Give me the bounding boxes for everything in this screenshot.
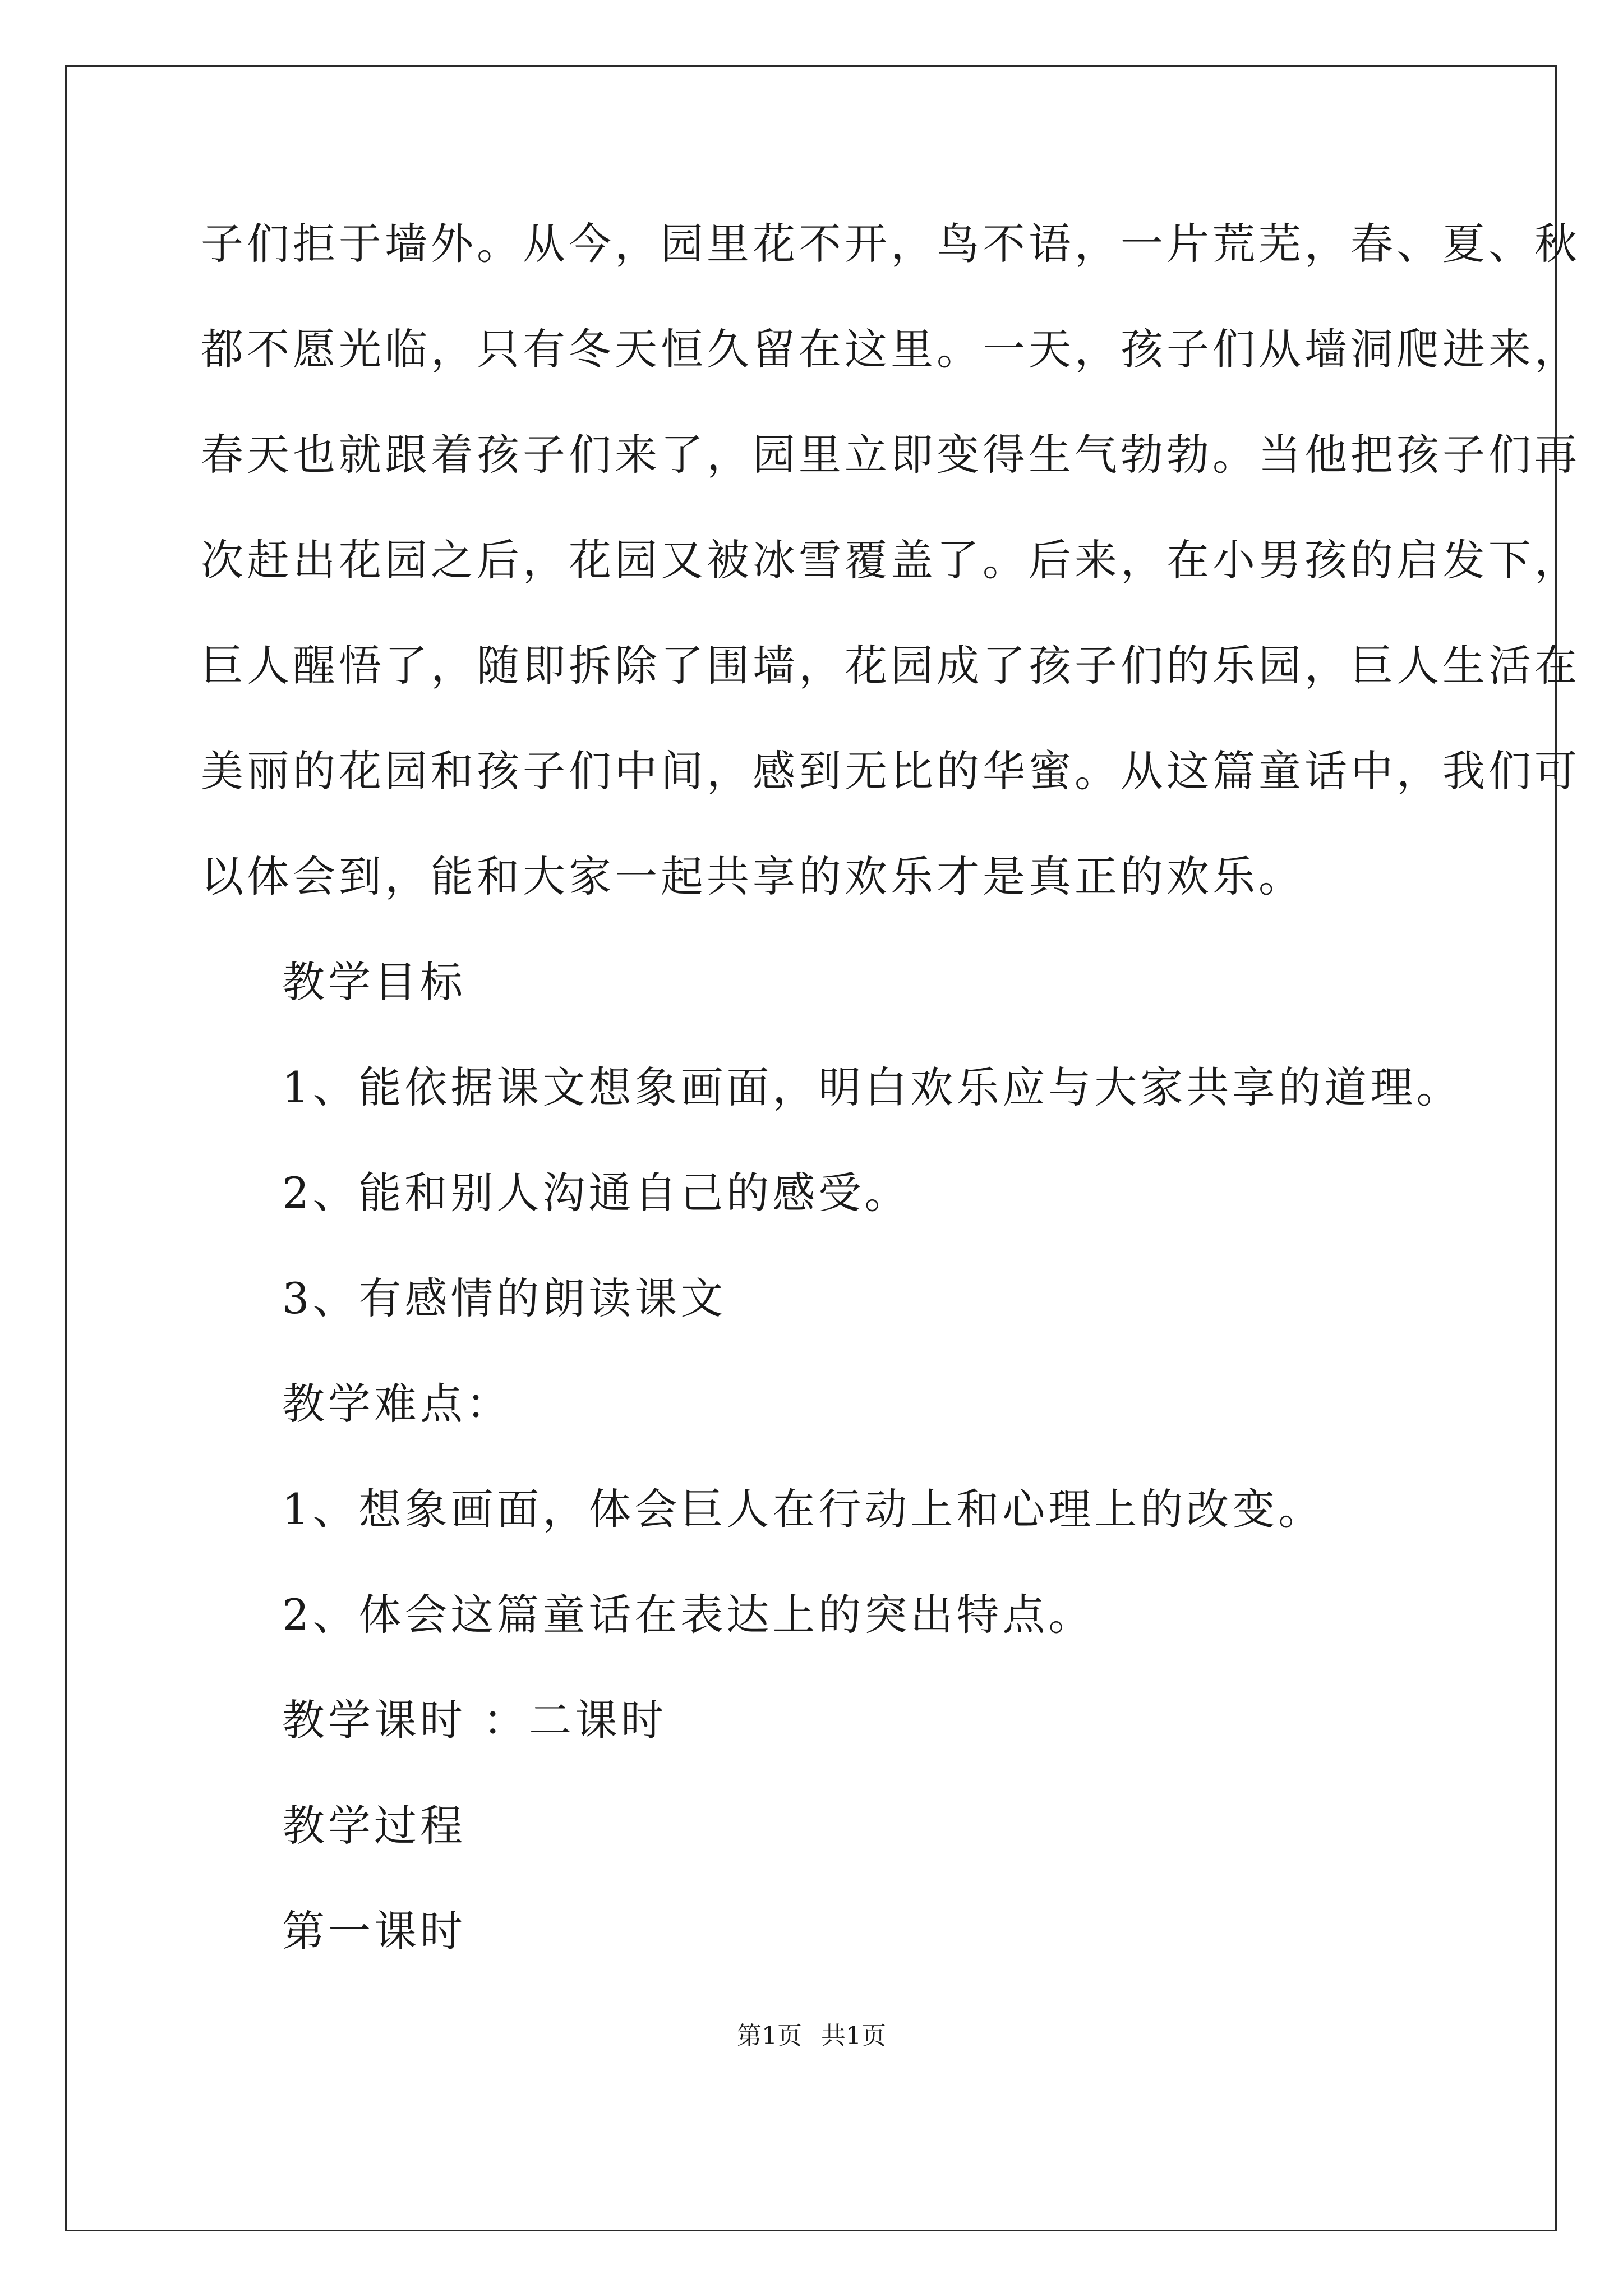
- body-line: 美丽的花园和孩子们中间，感到无比的华蜜。从这篇童话中，我们可: [201, 746, 1580, 796]
- goals-heading: 教学目标: [282, 957, 466, 1007]
- process-heading: 教学过程: [282, 1801, 466, 1851]
- goal-item: 1、能依据课文想象画面，明白欢乐应与大家共享的道理。: [282, 1062, 1463, 1112]
- class-hours: 教学课时 ：二课时: [282, 1695, 667, 1745]
- first-lesson-heading: 第一课时: [282, 1906, 466, 1956]
- difficulty-item: 2、体会这篇童话在表达上的突出特点。: [282, 1590, 1095, 1640]
- page-number-current: 第1页: [737, 2022, 802, 2050]
- difficulty-item: 1、想象画面，体会巨人在行动上和心理上的改变。: [282, 1484, 1325, 1534]
- goal-item: 3、有感情的朗读课文: [282, 1273, 727, 1323]
- difficulty-heading: 教学难点：: [282, 1379, 512, 1429]
- page-footer: [0, 2019, 1623, 2053]
- body-line: 子们拒于墙外。从今，园里花不开，鸟不语，一片荒芜，春、夏、秋: [201, 219, 1580, 269]
- body-line: 巨人醒悟了，随即拆除了围墙，花园成了孩子们的乐园，巨人生活在: [201, 641, 1580, 691]
- body-line: 春天也就跟着孩子们来了，园里立即变得生气勃勃。当他把孩子们再: [201, 430, 1580, 480]
- goal-item: 2、能和别人沟通自己的感受。: [282, 1168, 911, 1218]
- page-number-total: 共1页: [821, 2022, 886, 2050]
- body-line: 次赶出花园之后，花园又被冰雪覆盖了。后来，在小男孩的启发下，: [201, 535, 1580, 585]
- body-line: 都不愿光临，只有冬天恒久留在这里。一天，孩子们从墙洞爬进来，: [201, 324, 1580, 374]
- body-line: 以体会到，能和大家一起共享的欢乐才是真正的欢乐。: [201, 852, 1304, 901]
- document-body: [201, 218, 1580, 2010]
